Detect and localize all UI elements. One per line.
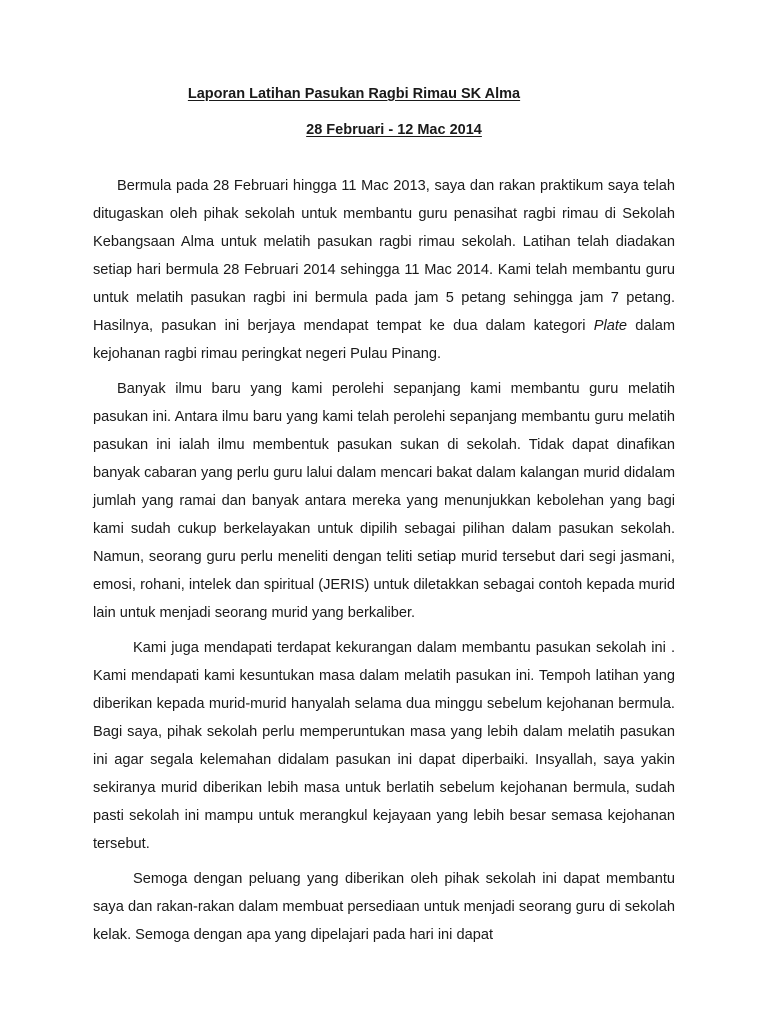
report-date-range: 28 Februari - 12 Mac 2014	[306, 122, 482, 138]
paragraph-1	[93, 172, 675, 368]
report-title: Laporan Latihan Pasukan Ragbi Rimau SK Alma	[187, 86, 521, 102]
paragraph-1-text-end: dalam kejohanan ragbi rimau peringkat negeri Pulau Pinang.	[93, 318, 675, 362]
paragraph-1-italic-term: Plate	[593, 318, 628, 334]
paragraph-4: Semoga dengan peluang yang diberikan oleh pihak sekolah ini dapat membantu saya dan rakan-rakan dalam membuat persediaan untuk menjadi seorang guru di sekolah kelak. Semoga dengan apa yang dipelajari pada hari ini dapat	[93, 871, 675, 943]
paragraph-2: Banyak ilmu baru yang kami perolehi sepanjang kami membantu guru melatih pasukan ini. Antara ilmu baru yang kami telah perolehi sepanjang membantu guru melatih pasukan ini ialah ilmu membentuk pasukan sukan di sekolah. Tidak dapat dinafikan banyak cabaran yang perlu guru lalui dalam mencari bakat dalam kalangan murid didalam jumlah yang ramai dan banyak antara mereka yang menunjukkan kebolehan yang bagi kami sudah cukup berkelayakan untuk dipilih sebagai pilihan dalam pasukan sekolah. Namun, seorang guru perlu meneliti dengan teliti setiap murid tersebut dari segi jasmani, emosi, rohani, intelek dan spiritual (JERIS) untuk diletakkan sebagai contoh kepada murid lain untuk menjadi seorang murid yang berkaliber.	[93, 381, 675, 621]
paragraph-3: Kami juga mendapati terdapat kekurangan dalam membantu pasukan sekolah ini . Kami mendapati kami kesuntukan masa dalam melatih pasukan ini. Tempoh latihan yang diberikan kepada murid-murid hanyalah selama dua minggu sebelum kejohanan bermula. Bagi saya, pihak sekolah perlu memperuntukan masa yang lebih dalam melatih pasukan ini agar segala kelemahan didalam pasukan ini dapat diperbaiki. Insyallah, saya yakin sekiranya murid diberikan lebih masa untuk berlatih sebelum kejohanan bermula, sudah pasti sekolah ini mampu untuk merangkul kejayaan yang lebih besar semasa kejohanan tersebut.	[93, 640, 675, 852]
paragraph-1-text: Bermula pada 28 Februari hingga 11 Mac 2013, saya dan rakan praktikum saya telah ditugaskan oleh pihak sekolah untuk membantu guru penasihat ragbi rimau di Sekolah Kebangsaan Alma untuk melatih pasukan ragbi rimau sekolah. Latihan telah diadakan setiap hari bermula 28 Februari 2014 sehingga 11 Mac 2014. Kami telah membantu guru untuk melatih pasukan ragbi ini bermula pada jam 5 petang sehingga jam 7 petang. Hasilnya, pasukan ini berjaya mendapat tempat ke dua dalam kategori	[93, 178, 675, 334]
report-body	[93, 172, 675, 956]
